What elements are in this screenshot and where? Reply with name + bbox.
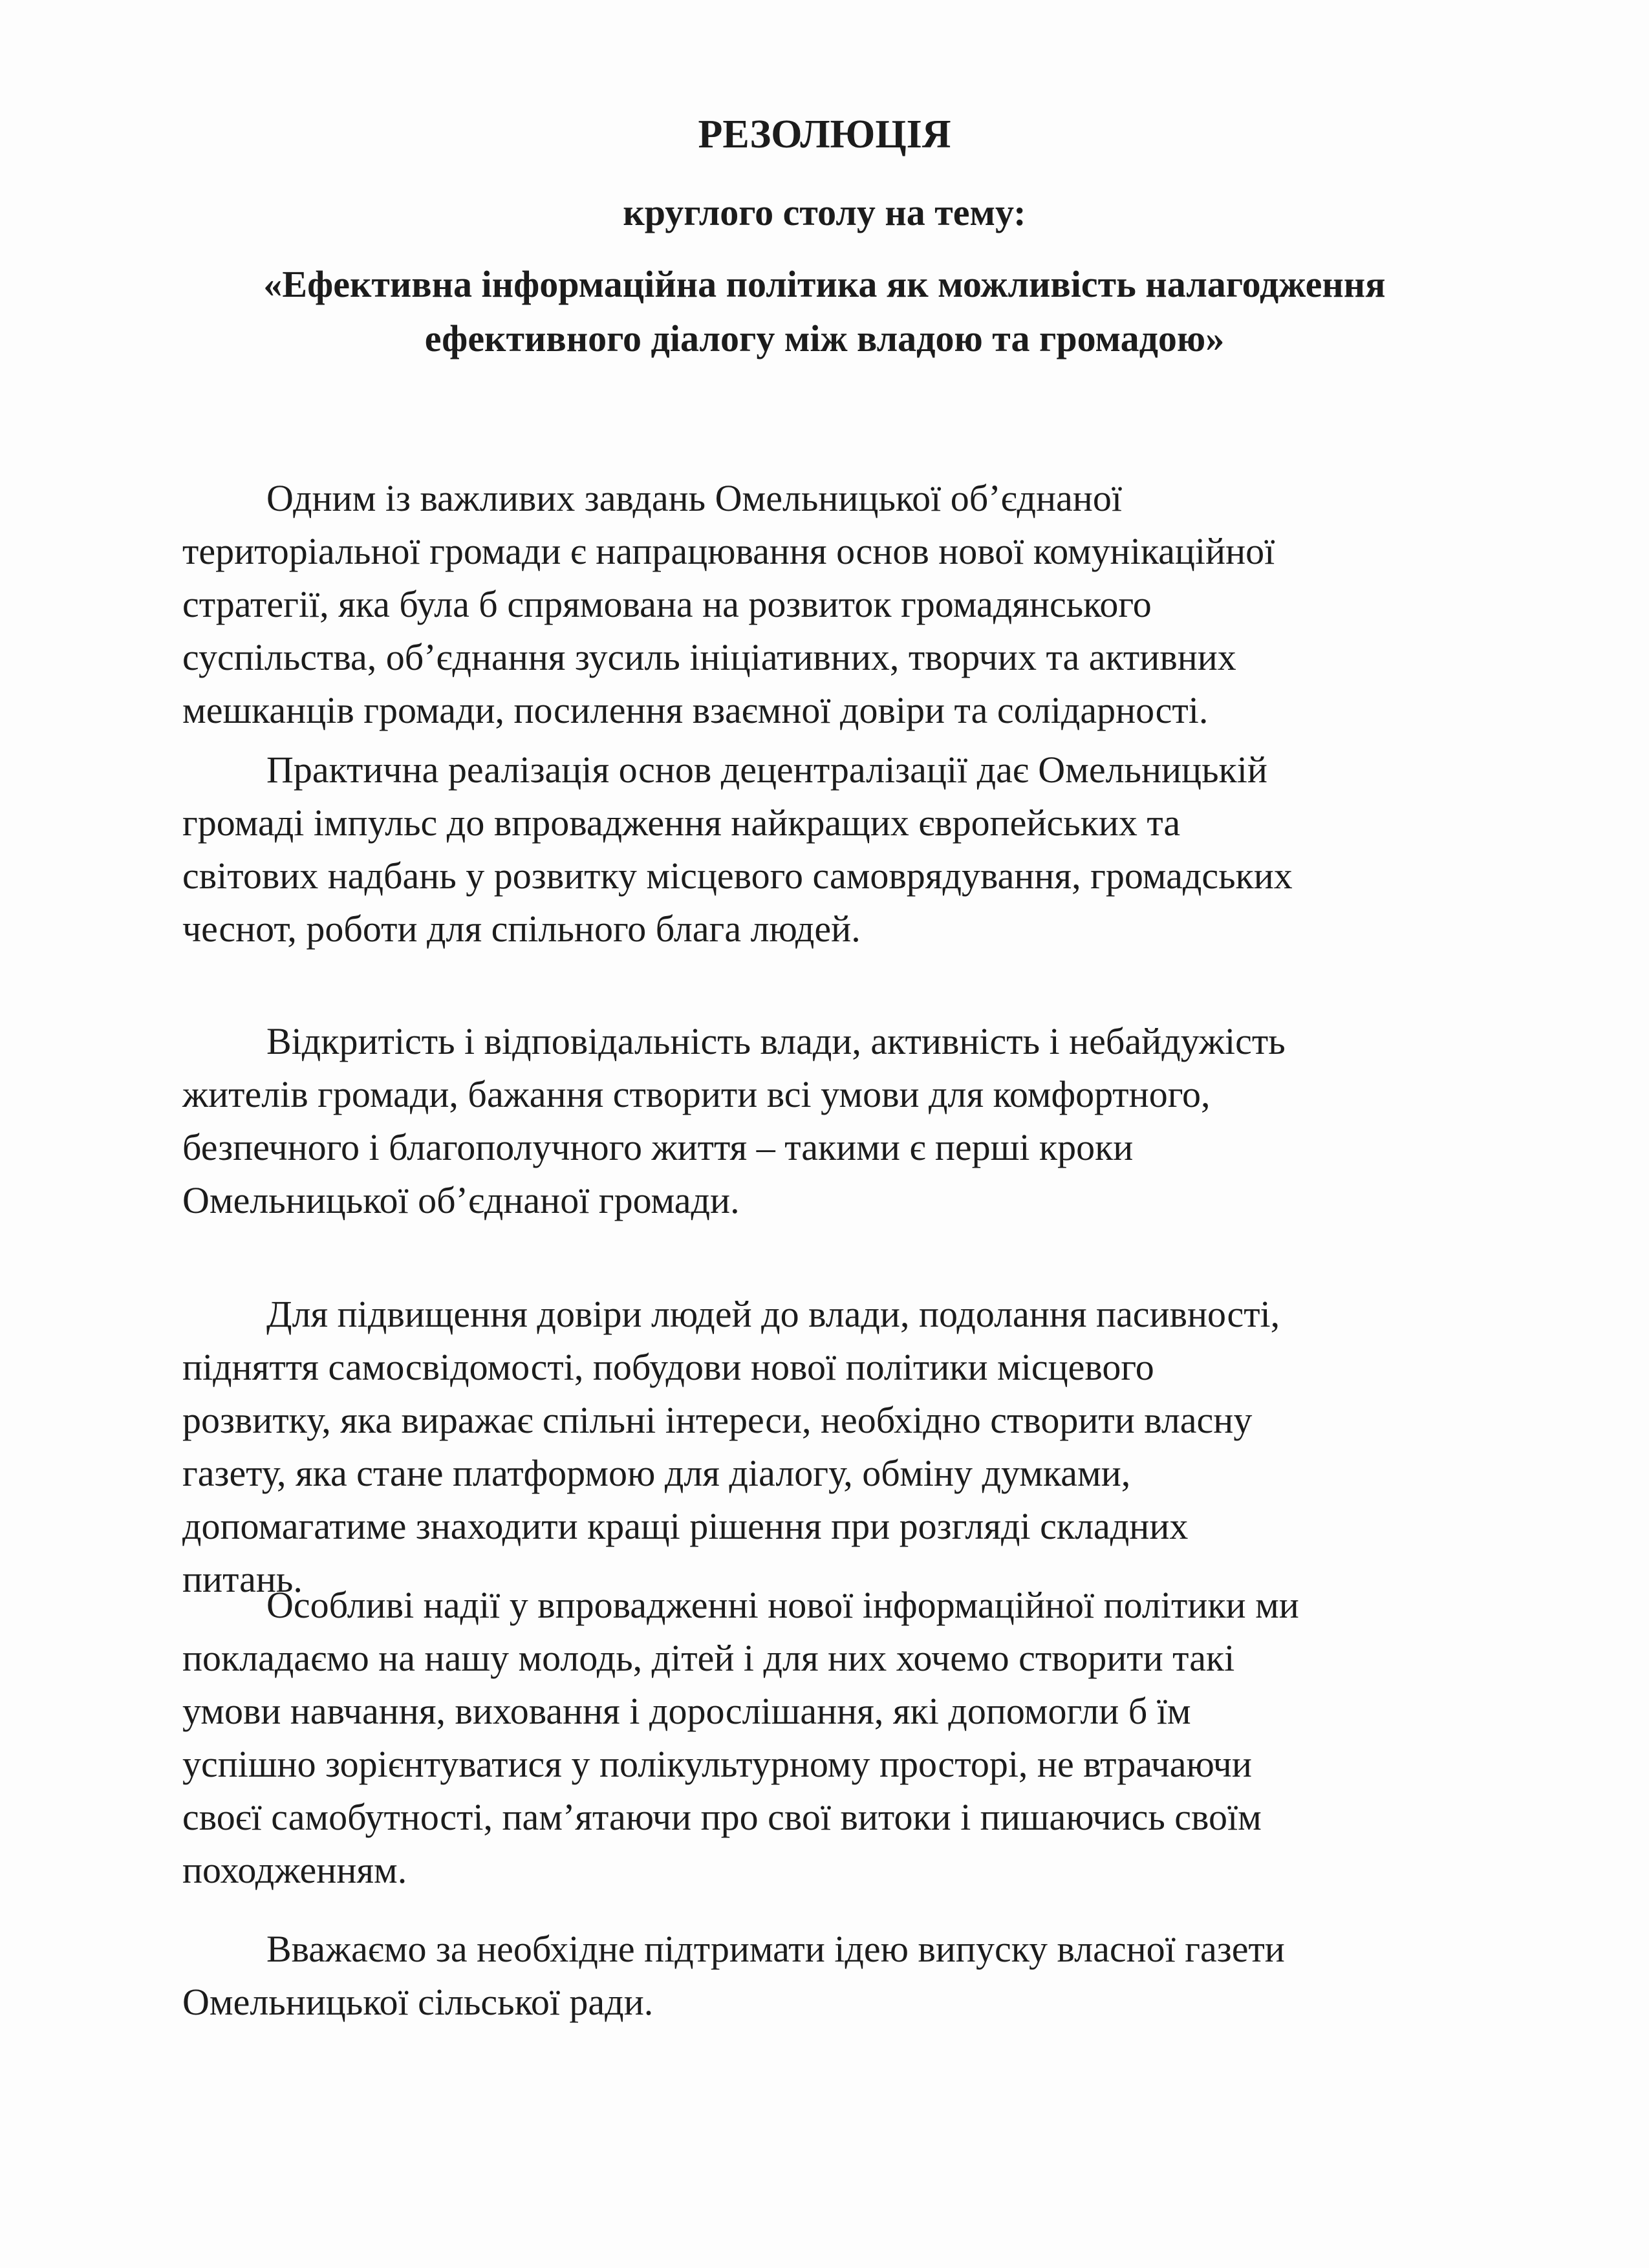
paragraph-line: Одним із важливих завдань Омельницької об’єднаної <box>266 477 1122 519</box>
paragraph-4 <box>182 1288 1469 1606</box>
paragraph-line: Практична реалізація основ децентралізації дає Омельницькій <box>266 749 1267 791</box>
paragraph-3 <box>182 1015 1469 1227</box>
paragraph-line: підняття самосвідомості, побудови нової політики місцевого <box>182 1346 1154 1388</box>
paragraph-line: Особливі надії у впровадженні нової інформаційної політики ми <box>266 1584 1299 1626</box>
paragraph-line: чеснот, роботи для спільного блага людей. <box>182 908 861 950</box>
paragraph-line: стратегії, яка була б спрямована на розвиток громадянського <box>182 583 1152 625</box>
paragraph-line: умови навчання, виховання і дорослішання, які допомогли б їм <box>182 1690 1191 1732</box>
paragraph-1 <box>182 472 1469 737</box>
paragraph-line: походженням. <box>182 1849 407 1891</box>
paragraph-line: Відкритість і відповідальність влади, активність і небайдужість <box>266 1020 1286 1062</box>
paragraph-line: розвитку, яка виражає спільні інтереси, необхідно створити власну <box>182 1399 1253 1441</box>
paragraph-line: своєї самобутності, пам’ятаючи про свої витоки і пишаючись своїм <box>182 1796 1262 1838</box>
paragraph-line: Омельницької сільської ради. <box>182 1981 654 2023</box>
paragraph-line: газету, яка стане платформою для діалогу, обміну думками, <box>182 1452 1131 1494</box>
paragraph-6 <box>182 1923 1469 2029</box>
paragraph-line: територіальної громади є напрацювання основ нової комунікаційної <box>182 530 1275 572</box>
paragraph-line: допомагатиме знаходити кращі рішення при розгляді складних <box>182 1505 1189 1547</box>
paragraph-line: покладаємо на нашу молодь, дітей і для них хочемо створити такі <box>182 1637 1235 1679</box>
document-subtitle: круглого столу на тему: <box>623 191 1026 233</box>
paragraph-5 <box>182 1579 1469 1897</box>
paragraph-2 <box>182 744 1469 956</box>
paragraph-line: суспільства, об’єднання зусиль ініціативних, творчих та активних <box>182 636 1236 678</box>
paragraph-line: питань. <box>182 1558 303 1600</box>
paragraph-line: громаді імпульс до впровадження найкращих європейських та <box>182 802 1181 844</box>
paragraph-line: Для підвищення довіри людей до влади, подолання пасивності, <box>266 1293 1280 1335</box>
topic-line: «Ефективна інформаційна політика як можливість налагодження <box>263 263 1386 305</box>
topic-line: ефективного діалогу між владою та громадою» <box>424 317 1225 359</box>
paragraph-line: світових надбань у розвитку місцевого самоврядування, громадських <box>182 855 1293 897</box>
document-topic <box>0 257 1649 366</box>
paragraph-line: жителів громади, бажання створити всі умови для комфортного, <box>182 1073 1211 1115</box>
paragraph-line: успішно зорієнтуватися у полікультурному просторі, не втрачаючи <box>182 1743 1252 1785</box>
paragraph-line: Вважаємо за необхідне підтримати ідею випуску власної газети <box>266 1928 1285 1970</box>
document-title: РЕЗОЛЮЦІЯ <box>698 112 951 156</box>
paragraph-line: Омельницької об’єднаної громади. <box>182 1179 740 1221</box>
paragraph-line: безпечного і благополучного життя – такими є перші кроки <box>182 1126 1134 1168</box>
paragraph-line: мешканців громади, посилення взаємної довіри та солідарності. <box>182 689 1209 731</box>
